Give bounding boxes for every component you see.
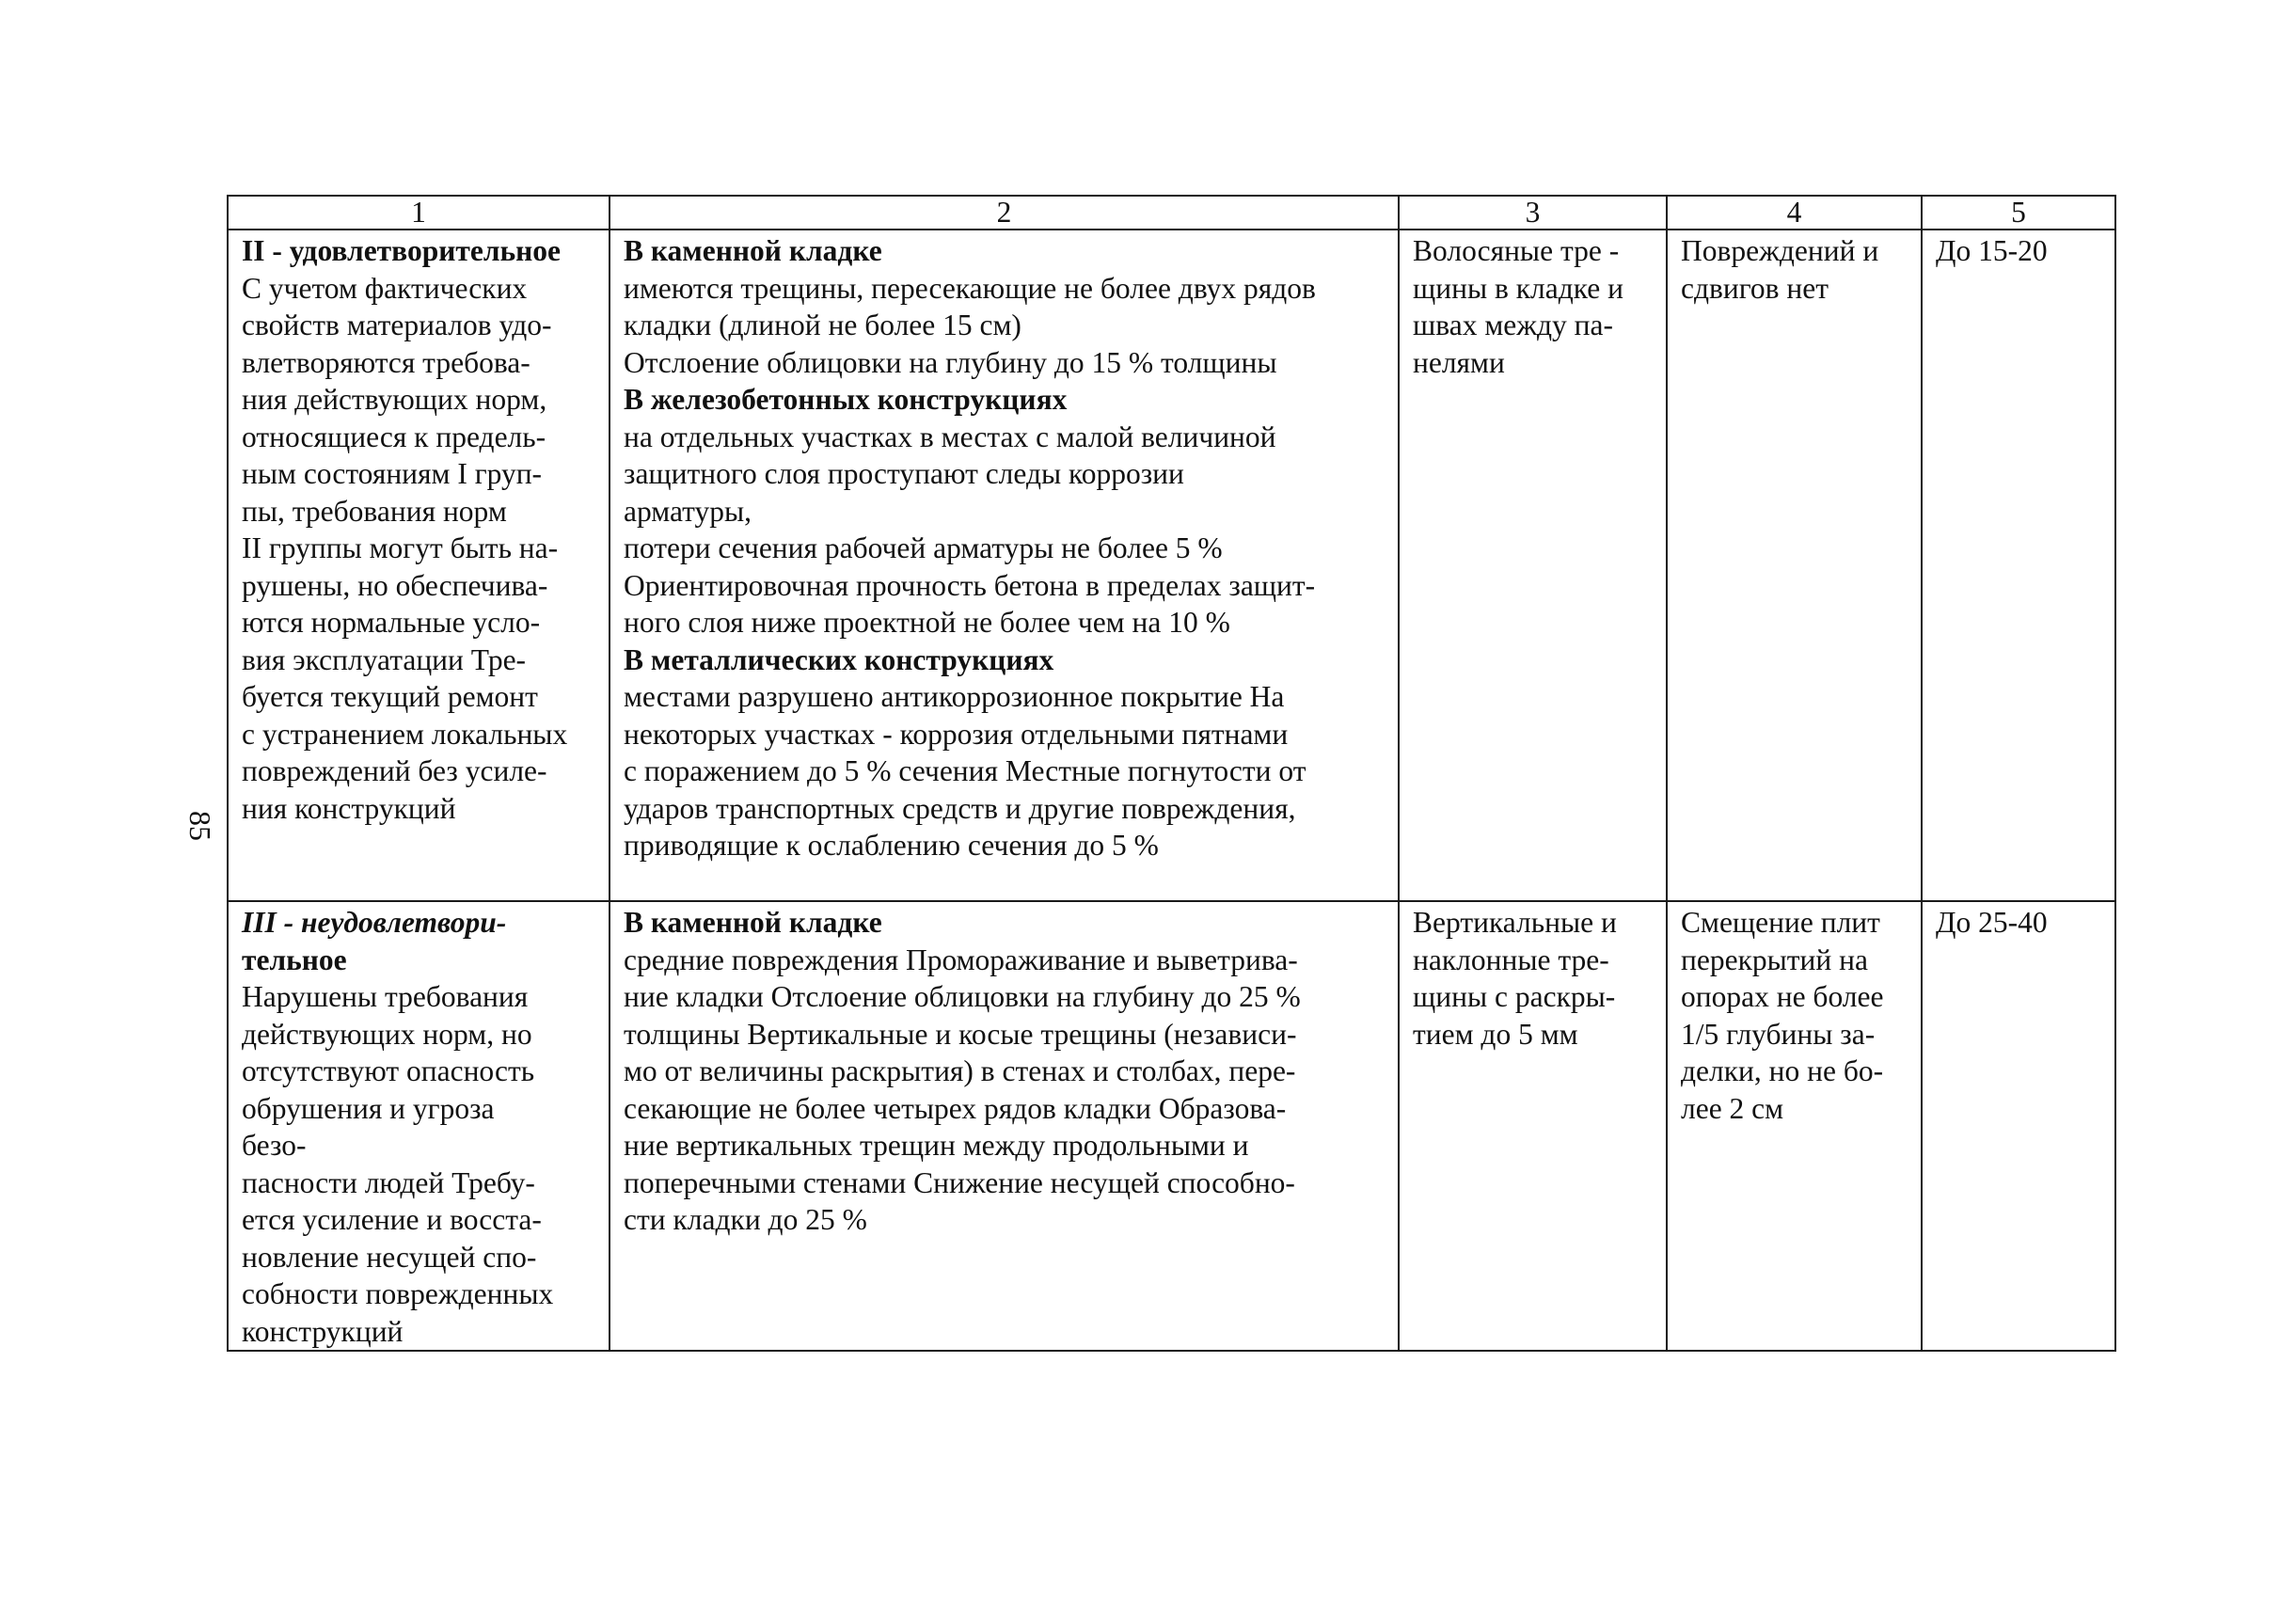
category-text-line: пасности людей Требу-: [242, 1165, 535, 1199]
description-line: арматуры,: [624, 494, 752, 528]
category-text-line: рушены, но обеспечива-: [242, 568, 548, 602]
category-text-line: ются нормальные усло-: [242, 606, 541, 639]
description-line: поперечными стенами Снижение несущей способно-: [624, 1165, 1295, 1199]
description-line: местами разрушено антикоррозионное покрытие На: [624, 680, 1285, 713]
header-row: [228, 196, 2115, 230]
displacement-line: лее 2 см: [1681, 1091, 1784, 1125]
category-text-line: пы, требования норм: [242, 494, 507, 528]
cracks-cell: [1399, 901, 1667, 1351]
table-row-category-iii: [228, 901, 2115, 1351]
section-heading: В металлических конструкциях: [624, 642, 1054, 676]
category-text-line: повреждений без усиле-: [242, 754, 547, 787]
header-cell-5: 5: [1922, 196, 2115, 230]
category-text-line: ется усиление и восста-: [242, 1203, 542, 1236]
displacement-line: Повреждений и: [1681, 234, 1879, 267]
category-text-line: Нарушены требования: [242, 980, 529, 1013]
category-text-line: собности поврежденных: [242, 1277, 554, 1310]
section-heading: В каменной кладке: [624, 234, 882, 267]
category-text-line: влетворяются требова-: [242, 345, 530, 379]
category-title: тельное: [242, 943, 347, 976]
description-line: ние кладки Отслоение облицовки на глубину до 25 %: [624, 980, 1301, 1013]
category-text-line: вия эксплуатации Тре-: [242, 642, 527, 676]
displacement-line: Смещение плит: [1681, 906, 1880, 939]
cracks-line: тием до 5 мм: [1413, 1017, 1578, 1051]
description-line: кладки (длиной не более 15 см): [624, 309, 1021, 341]
damage-description-cell: [610, 901, 1399, 1351]
cracks-line: швах между па-: [1413, 309, 1613, 341]
percentage-value: До 15-20: [1936, 234, 2048, 267]
displacement-line: сдвигов нет: [1681, 271, 1829, 305]
cracks-line: щины с раскры-: [1413, 980, 1616, 1013]
category-text-line: отсутствуют опасность: [242, 1054, 535, 1087]
description-line: на отдельных участках в местах с малой величиной: [624, 420, 1276, 453]
category-title: II - удовлетворительное: [242, 234, 562, 267]
cracks-line: щины в кладке и: [1413, 271, 1624, 305]
percentage-cell: [1922, 230, 2115, 901]
displacement-line: перекрытий на: [1681, 943, 1868, 976]
description-line: ного слоя ниже проектной не более чем на 10 %: [624, 606, 1230, 639]
description-line: ударов транспортных средств и другие повреждения,: [624, 791, 1296, 825]
displacement-line: 1/5 глубины за-: [1681, 1017, 1876, 1051]
section-heading: В железобетонных конструкциях: [624, 383, 1068, 416]
category-text-line: ния действующих норм,: [242, 383, 547, 416]
category-text-line: II группы могут быть на-: [242, 531, 559, 564]
description-line: Отслоение облицовки на глубину до 15 % толщины: [624, 345, 1277, 379]
table-row-category-ii: [228, 230, 2115, 901]
category-text-line: обрушения и угроза: [242, 1091, 495, 1125]
displacement-cell: [1667, 901, 1922, 1351]
header-cell-3: 3: [1399, 196, 1667, 230]
category-text-line: ным состояниям I груп-: [242, 457, 543, 490]
category-text-line: конструкций: [242, 1314, 404, 1348]
category-text-line: действующих норм, но: [242, 1017, 532, 1051]
description-line: с поражением до 5 % сечения Местные погнутости от: [624, 754, 1306, 787]
description-line: приводящие к ослаблению сечения до 5 %: [624, 829, 1159, 862]
displacement-line: опорах не более: [1681, 980, 1884, 1013]
category-text-line: ния конструкций: [242, 791, 456, 825]
percentage-value: До 25-40: [1936, 906, 2048, 939]
cracks-line: нелями: [1413, 345, 1505, 379]
section-heading: В каменной кладке: [624, 906, 882, 939]
category-text-line: буется текущий ремонт: [242, 680, 538, 713]
displacement-line: делки, но не бо-: [1681, 1054, 1884, 1087]
category-title: III - неудовлетвори-: [242, 906, 507, 939]
cracks-line: наклонные тре-: [1413, 943, 1609, 976]
description-line: толщины Вертикальные и косые трещины (независи-: [624, 1017, 1297, 1051]
description-line: некоторых участках - коррозия отдельными пятнами: [624, 717, 1289, 751]
description-line: сти кладки до 25 %: [624, 1203, 867, 1236]
category-text-line: С учетом фактических: [242, 271, 528, 305]
cracks-cell: [1399, 230, 1667, 901]
category-text-line: относящиеся к предель-: [242, 420, 546, 453]
description-line: секающие не более четырех рядов кладки Образова-: [624, 1091, 1287, 1125]
description-line: защитного слоя проступают следы коррозии: [624, 457, 1184, 490]
damage-description-cell: [610, 230, 1399, 901]
description-line: ние вертикальных трещин между продольными и: [624, 1129, 1249, 1162]
displacement-cell: [1667, 230, 1922, 901]
description-line: Ориентировочная прочность бетона в пределах защит-: [624, 568, 1316, 602]
category-text-line: свойств материалов удо-: [242, 309, 552, 341]
header-cell-4: 4: [1667, 196, 1922, 230]
category-cell: [228, 901, 610, 1351]
header-cell-1: 1: [228, 196, 610, 230]
header-cell-2: 2: [610, 196, 1399, 230]
category-text-line: безо-: [242, 1129, 307, 1162]
description-line: средние повреждения Промораживание и выветрива-: [624, 943, 1298, 976]
description-line: потери сечения рабочей арматуры не более 5 %: [624, 531, 1223, 564]
description-line: имеются трещины, пересекающие не более двух рядов: [624, 271, 1316, 305]
description-line: мо от величины раскрытия) в стенах и столбах, пере-: [624, 1054, 1296, 1087]
page-number: 85: [183, 811, 217, 841]
category-text-line: с устранением локальных: [242, 717, 568, 751]
assessment-table: [227, 195, 2116, 1352]
cracks-line: Вертикальные и: [1413, 906, 1617, 939]
percentage-cell: [1922, 901, 2115, 1351]
cracks-line: Волосяные тре -: [1413, 234, 1620, 267]
category-text-line: новление несущей спо-: [242, 1240, 537, 1274]
category-cell: [228, 230, 610, 901]
